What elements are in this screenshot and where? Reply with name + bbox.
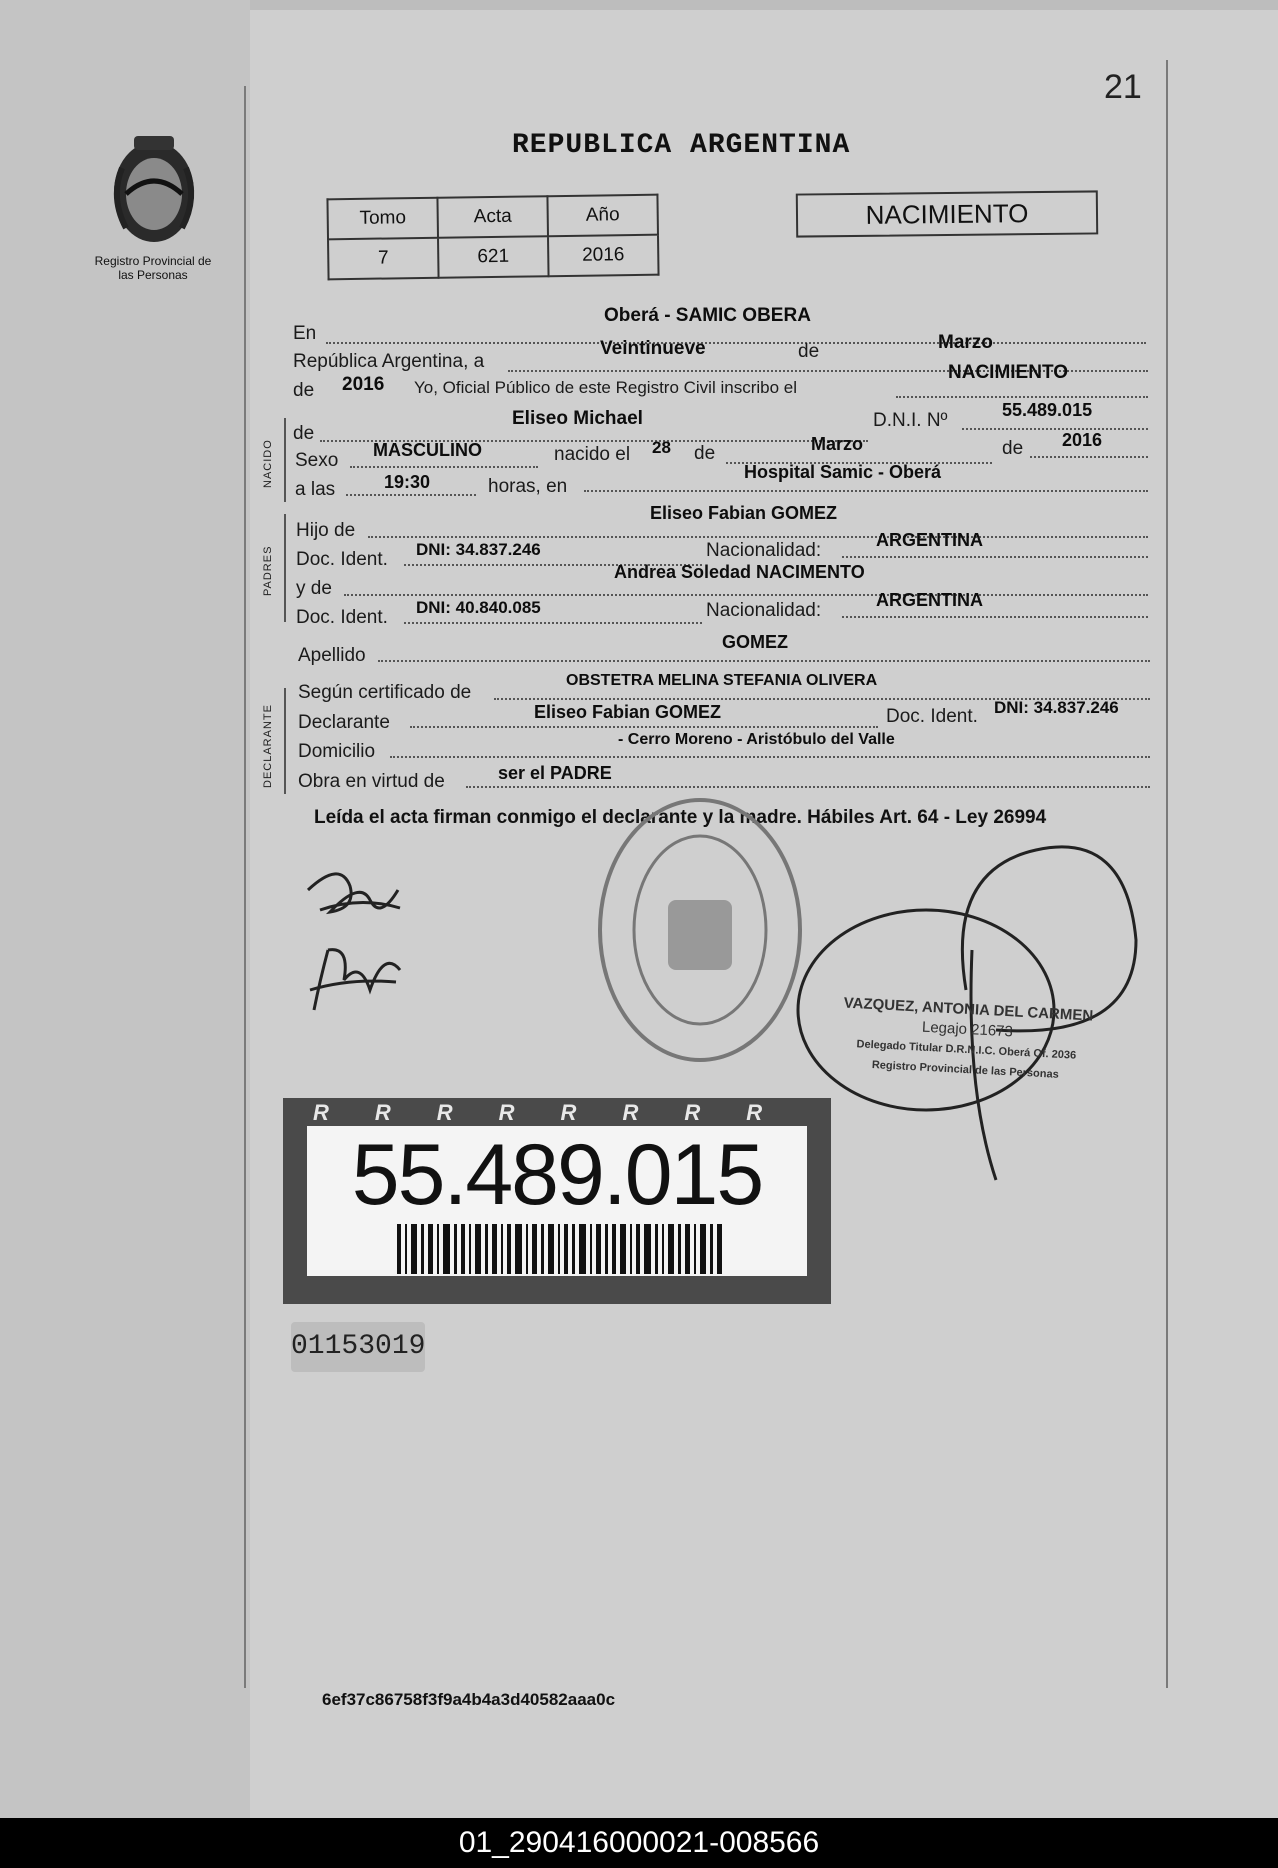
value-father-name: Eliseo Fabian GOMEZ bbox=[650, 503, 838, 523]
dotted-line bbox=[842, 556, 1148, 558]
dotted-line bbox=[1030, 456, 1148, 458]
official-line3: Registro Provincial de las Personas bbox=[871, 1059, 1060, 1081]
section-bracket bbox=[284, 514, 286, 622]
value-father-nationality: ARGENTINA bbox=[876, 530, 983, 550]
value-surname: GOMEZ bbox=[722, 632, 788, 652]
label-yo-oficial: Yo, Oficial Público de este Registro Civil inscribo el bbox=[414, 378, 797, 397]
official-stamp bbox=[840, 994, 1094, 1087]
dotted-line bbox=[962, 428, 1148, 430]
value-declarant-doc: DNI: 34.837.246 bbox=[994, 698, 1119, 717]
value-mother-name: Andrea Soledad NACIMENTO bbox=[614, 562, 865, 582]
left-rule bbox=[244, 86, 246, 1688]
registry-value-ano: 2016 bbox=[548, 235, 659, 277]
value-time: 19:30 bbox=[384, 472, 431, 492]
closing-text: Leída el acta firman conmigo el declarante y la madre. Hábiles Art. 64 - Ley 26994 bbox=[314, 807, 1047, 828]
official-line2: Delegado Titular D.R.N.I.C. Oberá Of. 2036 bbox=[856, 1038, 1077, 1062]
value-birth-place: Hospital Samic - Oberá bbox=[744, 462, 942, 482]
value-name: Eliseo Michael bbox=[512, 408, 643, 429]
section-label-nacido: NACIDO bbox=[262, 439, 274, 488]
barcode-icon bbox=[397, 1224, 727, 1274]
serial-number: 01153019 bbox=[291, 1322, 425, 1372]
dni-sticker bbox=[283, 1098, 831, 1304]
label-de: de bbox=[798, 341, 820, 362]
registry-header-tomo: Tomo bbox=[327, 198, 438, 240]
label-declarante: Declarante bbox=[298, 712, 390, 733]
value-mother-doc: DNI: 40.840.085 bbox=[416, 598, 541, 617]
sticker-pattern: RRRRRRRR bbox=[313, 1100, 809, 1125]
value-address: - Cerro Moreno - Aristóbulo del Valle bbox=[618, 731, 895, 748]
label-republica: República Argentina, a bbox=[293, 351, 485, 372]
document-hash: 6ef37c86758f3f9a4b4a3d40582aaa0c bbox=[322, 1690, 616, 1709]
signature-declarant-icon bbox=[300, 850, 420, 1020]
dotted-line bbox=[378, 660, 1150, 662]
value-dni: 55.489.015 bbox=[1002, 400, 1093, 420]
registry-value-tomo: 7 bbox=[328, 238, 439, 280]
coat-of-arms-icon bbox=[104, 128, 204, 248]
value-father-doc: DNI: 34.837.246 bbox=[416, 540, 541, 559]
label-doc-ident: Doc. Ident. bbox=[296, 549, 388, 570]
section-bracket bbox=[284, 418, 286, 502]
label-domicilio: Domicilio bbox=[298, 741, 376, 762]
value-day-words: Veintinueve bbox=[600, 338, 706, 359]
round-seal-icon bbox=[590, 790, 810, 1070]
record-type-box: NACIMIENTO bbox=[796, 190, 1098, 237]
section-label-declarante: DECLARANTE bbox=[262, 704, 274, 788]
value-month: Marzo bbox=[938, 332, 993, 353]
value-sex: MASCULINO bbox=[373, 440, 482, 460]
dotted-line bbox=[368, 536, 1148, 538]
page-number: 21 bbox=[1104, 68, 1142, 106]
value-certificate-by: OBSTETRA MELINA STEFANIA OLIVERA bbox=[566, 672, 878, 689]
registry-header-ano: Año bbox=[547, 195, 658, 237]
dotted-line bbox=[326, 342, 1146, 344]
section-bracket bbox=[284, 688, 286, 794]
label-nacionalidad: Nacionalidad: bbox=[706, 540, 822, 561]
value-year: 2016 bbox=[342, 374, 385, 395]
sticker-label bbox=[307, 1126, 807, 1276]
label-de: de bbox=[1002, 438, 1024, 459]
dotted-line bbox=[896, 396, 1148, 398]
registry-table bbox=[326, 194, 659, 281]
value-declarant: Eliseo Fabian GOMEZ bbox=[534, 702, 722, 722]
label-de: de bbox=[293, 423, 315, 444]
dotted-line bbox=[344, 594, 1148, 596]
seal-caption: Registro Provincial de las Personas bbox=[94, 254, 212, 282]
document-title: REPUBLICA ARGENTINA bbox=[512, 130, 851, 161]
official-name: VAZQUEZ, ANTONIA DEL CARMEN bbox=[843, 994, 1094, 1025]
label-en: En bbox=[293, 323, 317, 344]
dotted-line bbox=[346, 494, 476, 496]
label-obra: Obra en virtud de bbox=[298, 771, 445, 792]
label-a-las: a las bbox=[295, 479, 336, 500]
dotted-line bbox=[350, 466, 538, 468]
label-sexo: Sexo bbox=[295, 450, 339, 471]
section-label-padres: PADRES bbox=[262, 545, 274, 596]
value-by-virtue: ser el PADRE bbox=[498, 763, 612, 783]
value-birth-month: Marzo bbox=[811, 434, 864, 454]
value-mother-nationality: ARGENTINA bbox=[876, 590, 983, 610]
label-apellido: Apellido bbox=[298, 645, 366, 666]
value-birth-day: 28 bbox=[652, 438, 671, 457]
dotted-line bbox=[584, 490, 1148, 492]
registry-header-acta: Acta bbox=[437, 196, 548, 238]
value-place: Oberá - SAMIC OBERA bbox=[604, 305, 811, 326]
sticker-number: 55.489.015 bbox=[351, 1127, 763, 1223]
label-de: de bbox=[293, 380, 315, 401]
label-dni: D.N.I. Nº bbox=[873, 410, 948, 431]
dotted-line bbox=[390, 756, 1150, 758]
label-y-de: y de bbox=[296, 578, 332, 599]
label-segun-cert: Según certificado de bbox=[298, 682, 472, 703]
label-nacido-el: nacido el bbox=[554, 444, 631, 465]
footer-id: 01_290416000021-008566 bbox=[0, 1818, 1278, 1868]
official-legajo: Legajo 21673 bbox=[921, 1018, 1014, 1041]
dotted-line bbox=[410, 726, 878, 728]
value-birth-year: 2016 bbox=[1062, 430, 1103, 450]
label-doc-ident: Doc. Ident. bbox=[296, 607, 388, 628]
label-horas-en: horas, en bbox=[488, 476, 568, 497]
dotted-line bbox=[404, 622, 702, 624]
label-declarant-doc: Doc. Ident. bbox=[886, 706, 978, 727]
registry-value-acta: 621 bbox=[438, 236, 549, 278]
dotted-line bbox=[842, 616, 1148, 618]
label-de: de bbox=[694, 443, 716, 464]
dotted-line bbox=[466, 786, 1150, 788]
label-nacionalidad: Nacionalidad: bbox=[706, 600, 822, 621]
value-event: NACIMIENTO bbox=[948, 362, 1068, 383]
label-hijo-de: Hijo de bbox=[296, 520, 356, 541]
